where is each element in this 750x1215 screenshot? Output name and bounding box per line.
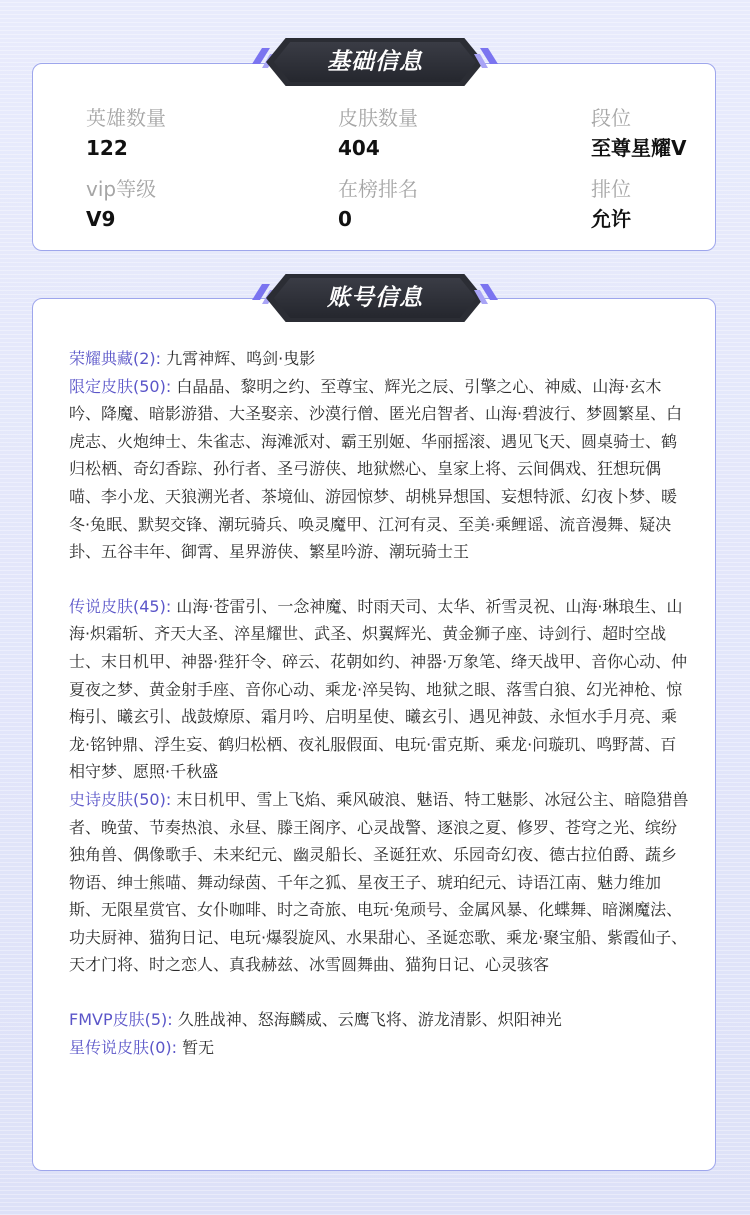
ranking-value: 允许 <box>591 207 631 231</box>
fmvp-skins <box>69 1006 691 1034</box>
epic-skins-label: 史诗皮肤(50): <box>69 789 172 809</box>
skin-count-label: 皮肤数量 <box>338 106 418 130</box>
vip-value: V9 <box>86 207 116 231</box>
epic-skins-text: 末日机甲、雪上飞焰、乘风破浪、魅语、特工魅影、冰冠公主、暗隐猎兽者、晚萤、节奏热浪、永昼、滕王阁序、心灵战警、逐浪之夏、修罗、苍穹之光、缤纷独角兽、偶像歌手、未来纪元、幽灵船长、圣诞狂欢、乐园奇幻夜、德古拉伯爵、蔬乡物语、绅士熊喵、舞动绿茵、千年之狐、星夜王子、琥珀纪元、诗语江南、魅力维加斯、无限星赏官、女仆咖啡、时之奇旅、电玩·兔顽号、金属风暴、化蝶舞、暗渊魔法、功夫厨神、猫狗日记、电玩·爆裂旋风、水果甜心、圣诞恋歌、乘龙·聚宝船、紫霞仙子、天才门将、时之恋人、真我赫兹、冰雪圆舞曲、猫狗日记、心灵骇客 <box>69 789 689 975</box>
leaderboard-cell <box>338 175 418 233</box>
skin-count-value: 404 <box>338 136 380 160</box>
basic-info-card <box>32 63 716 251</box>
spacer <box>69 566 691 593</box>
basic-info-title: 基础信息 <box>327 49 423 75</box>
star-legend-skins <box>69 1034 691 1062</box>
limited-skins-text: 白晶晶、黎明之约、至尊宝、辉光之辰、引擎之心、神威、山海·玄木吟、降魔、暗影游猎、大圣娶亲、沙漠行僧、匿光启智者、山海·碧波行、梦圆繁星、白虎志、火炮绅士、朱雀志、海滩派对、霸王别姬、华丽摇滚、遇见飞天、圆桌骑士、鹤归松栖、奇幻香踪、孙行者、圣弓游侠、地狱燃心、皇家上将、云间偶戏、狂想玩偶喵、李小龙、天狼溯光者、茶境仙、游园惊梦、胡桃异想国、妄想特派、幻夜卜梦、暖冬·兔眠、默契交锋、潮玩骑兵、唤灵魔甲、江河有灵、至美·乘鲤谣、流音漫舞、疑决卦、五谷丰年、御霄、星界游侠、繁星吟游、潮玩骑士王 <box>69 376 683 562</box>
honor-skins-text: 九霄神辉、鸣剑·曳影 <box>161 349 316 368</box>
leaderboard-label: 在榜排名 <box>338 177 418 201</box>
vip-label: vip等级 <box>86 177 157 201</box>
rank-value: 至尊星耀V <box>591 136 687 160</box>
hero-count-label: 英雄数量 <box>86 106 166 130</box>
hero-count-value: 122 <box>86 136 128 160</box>
ranking-label: 排位 <box>591 177 631 201</box>
vip-cell <box>86 175 156 233</box>
ranking-cell <box>591 175 631 233</box>
right-wing-icon <box>474 280 500 316</box>
leaderboard-value: 0 <box>338 207 352 231</box>
star-legend-skins-text: 暂无 <box>177 1037 215 1057</box>
limited-skins <box>69 373 691 566</box>
skin-count-cell <box>338 104 418 162</box>
legend-skins-label: 传说皮肤(45): <box>69 596 172 616</box>
rank-cell <box>591 104 686 162</box>
basic-info-banner <box>250 38 500 86</box>
fmvp-skins-label: FMVP皮肤(5): <box>69 1010 173 1030</box>
star-legend-skins-label: 星传说皮肤(0): <box>69 1037 178 1057</box>
right-wing-icon <box>474 44 500 80</box>
limited-skins-label: 限定皮肤(50): <box>69 376 172 396</box>
skin-list <box>69 345 691 1061</box>
spacer <box>69 979 691 1006</box>
hero-count-cell <box>86 104 166 162</box>
rank-label: 段位 <box>591 106 631 130</box>
account-info-banner <box>250 274 500 322</box>
legend-skins-text: 山海·苍雷引、一念神魔、时雨天司、太华、祈雪灵祝、山海·琳琅生、山海·炽霜斩、齐天大圣、淬星耀世、武圣、炽翼辉光、黄金狮子座、诗剑行、超时空战士、末日机甲、神器·狴犴令、碎云、花朝如约、神器·万象笔、绛天战甲、音你心动、仲夏夜之梦、黄金射手座、音你心动、乘龙·淬吴钩、地狱之眼、落雪白狼、幻光神枪、惊梅引、曦玄引、战鼓燎原、霜月吟、启明星使、曦玄引、遇见神鼓、永恒水手月亮、乘龙·铭钟鼎、浮生妄、鹤归松栖、夜礼服假面、电玩·雷克斯、乘龙·问璇玑、鸣野蒿、百相守梦、愿照·千秋盛 <box>69 596 688 782</box>
fmvp-skins-text: 久胜战神、怒海麟威、云鹰飞将、游龙清影、炽阳神光 <box>172 1010 562 1030</box>
legend-skins <box>69 593 691 786</box>
account-info-card <box>32 298 716 1171</box>
account-info-title: 账号信息 <box>327 285 423 311</box>
honor-skins-label: 荣耀典藏(2): <box>69 349 162 368</box>
honor-skins <box>69 345 691 373</box>
epic-skins <box>69 786 691 979</box>
